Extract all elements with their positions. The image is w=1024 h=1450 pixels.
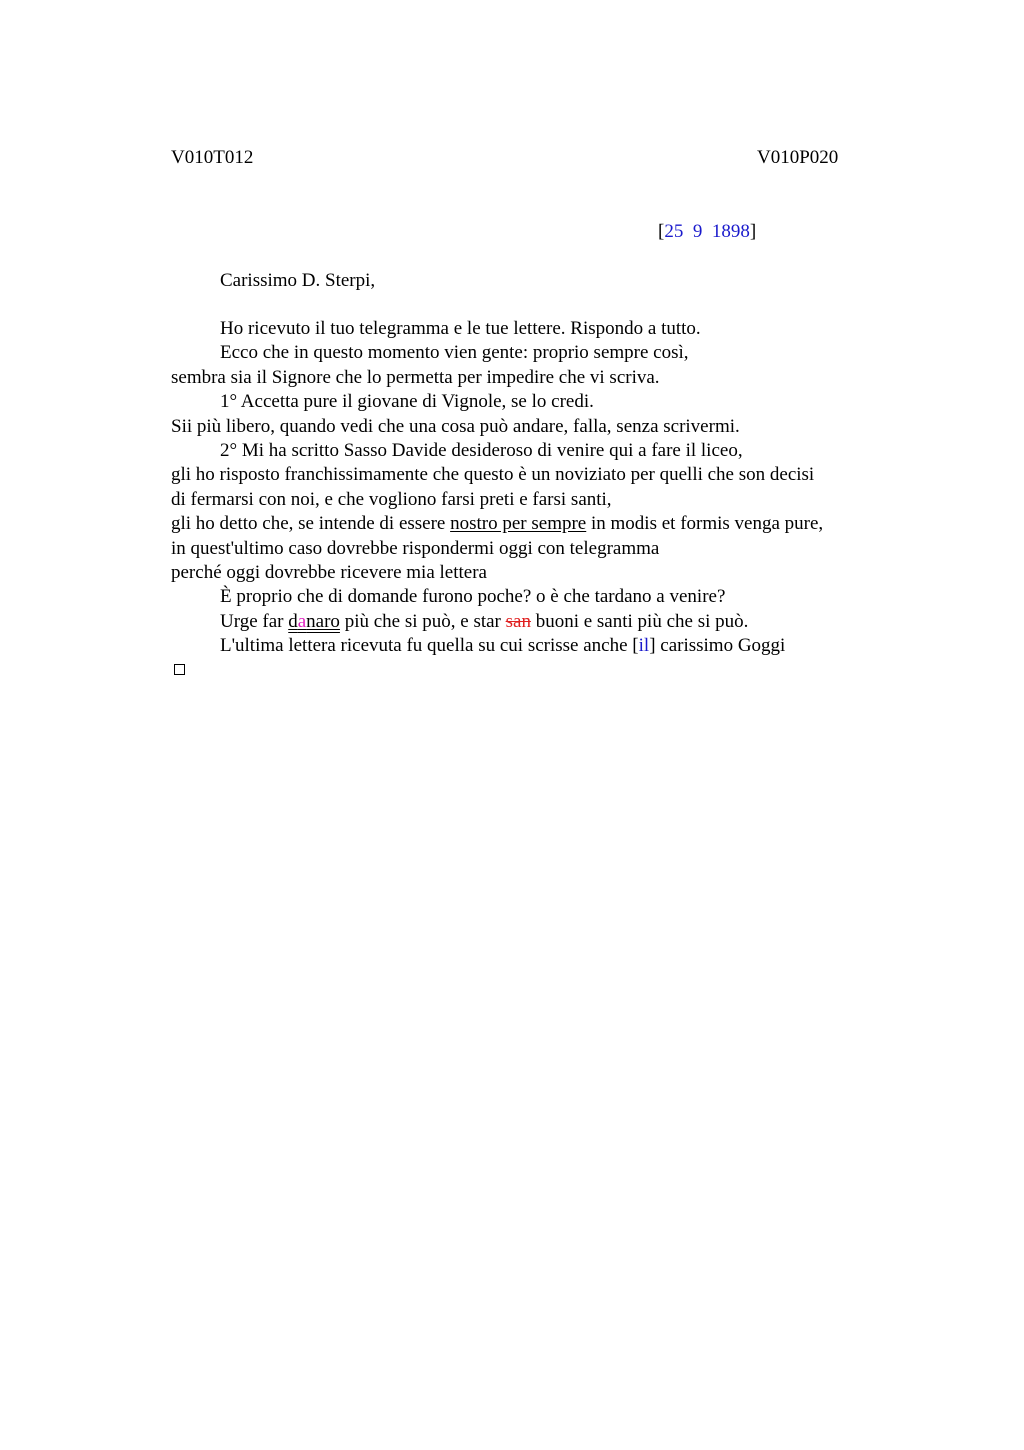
body-line: sembra sia il Signore che lo permetta per impedire che vi scriva. (171, 366, 660, 388)
body-line: 2° Mi ha scritto Sasso Davide desideroso di venire qui a fare il liceo, (220, 439, 743, 461)
body-line: in quest'ultimo caso dovrebbe rispondermi oggi con telegramma (171, 537, 660, 559)
body-line (171, 610, 891, 634)
struck-out-word: san (505, 610, 531, 632)
text-segment: buoni e santi più che si può. (530, 610, 749, 632)
body-line (171, 634, 891, 658)
date-day: 25 (664, 221, 684, 242)
text-segment: più che si può, e star (339, 610, 506, 632)
body-line: Ecco che in questo momento vien gente: proprio sempre così, (220, 342, 689, 364)
date-open-bracket: [ (658, 221, 665, 242)
double-underlined-word (288, 611, 340, 632)
letter-body (171, 317, 891, 658)
left-reference-code: V010T012 (171, 147, 254, 168)
text-segment: in modis et formis venga pure, (586, 513, 824, 535)
date-close-bracket: ] (749, 221, 757, 242)
body-line: È proprio che di domande furono poche? o è che tardano a venire? (220, 586, 726, 608)
body-line: perché oggi dovrebbe ricevere mia lettera (171, 561, 487, 583)
body-line (171, 512, 891, 536)
text-segment: L'ultima lettera ricevuta fu quella su cui scrisse anche [ (220, 635, 639, 657)
word-part: d (288, 610, 298, 632)
body-line: Sii più libero, quando vedi che una cosa può andare, falla, senza scrivermi. (171, 415, 740, 437)
body-line: 1° Accetta pure il giovane di Vignole, se lo credi. (220, 391, 594, 413)
letter-date (658, 220, 756, 244)
date-month: 9 (692, 221, 703, 242)
editorial-insertion: il (638, 635, 650, 657)
text-segment: gli ho detto che, se intende di essere (171, 513, 451, 535)
corrected-letter: a (297, 610, 307, 632)
text-segment: ] carissimo Goggi (649, 635, 786, 657)
right-reference-code: V010P020 (757, 147, 839, 168)
body-line: Ho ricevuto il tuo telegramma e le tue lettere. Rispondo a tutto. (220, 318, 701, 339)
body-line: di fermarsi con noi, e che vogliono farsi preti e farsi santi, (171, 488, 612, 510)
end-of-text-box-icon (174, 664, 185, 675)
body-line: gli ho risposto franchissimamente che questo è un noviziato per quelli che son decisi (171, 464, 815, 486)
word-part: naro (306, 610, 340, 632)
greeting: Carissimo D. Sterpi, (220, 270, 376, 291)
date-year: 1898 (711, 221, 750, 242)
text-segment: Urge far (220, 610, 289, 632)
underlined-phrase: nostro per sempre (450, 513, 587, 535)
